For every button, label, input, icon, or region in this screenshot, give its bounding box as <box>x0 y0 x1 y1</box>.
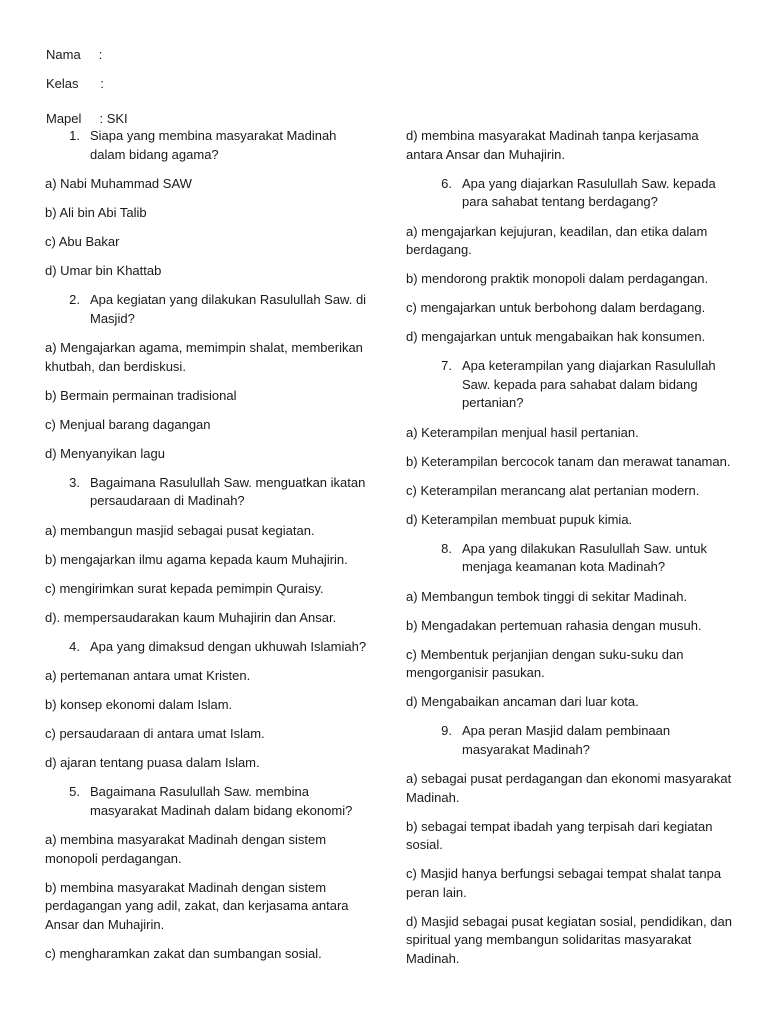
question-number: 3. <box>69 474 80 490</box>
option: c) Membentuk perjanjian dengan suku-suku dan mengorganisir pasukan. <box>406 646 684 680</box>
option: b) Ali bin Abi Talib <box>45 205 147 220</box>
option: a) sebagai pusat perdagangan dan ekonomi masyarakat Madinah. <box>406 771 732 805</box>
option: c) mengirimkan surat kepada pemimpin Quraisy. <box>45 580 324 596</box>
option: b) mendorong praktik monopoli dalam perdagangan. <box>406 271 709 286</box>
option: c) mengharamkan zakat dan sumbangan sosial. <box>45 945 322 961</box>
question-3 <box>45 474 370 511</box>
question-number: 5. <box>69 784 80 799</box>
question-text: Apa yang dimaksud dengan ukhuwah Islamiah? <box>90 638 367 654</box>
option: a) membangun masjid sebagai pusat kegiatan. <box>45 522 315 538</box>
option: c) Abu Bakar <box>45 234 120 249</box>
option: c) Masjid hanya berfungsi sebagai tempat shalat tanpa peran lain. <box>406 866 722 900</box>
option: c) persaudaraan di antara umat Islam. <box>45 726 265 741</box>
option: a) membina masyarakat Madinah dengan sistem monopoli perdagangan. <box>45 832 327 866</box>
question-6 <box>406 175 736 212</box>
question-number: 1. <box>69 128 80 143</box>
question-text: Siapa yang membina masyarakat Madinah dalam bidang agama? <box>90 128 337 162</box>
question-9 <box>406 722 736 759</box>
question-text: Apa yang dilakukan Rasulullah Saw. untuk menjaga keamanan kota Madinah? <box>462 540 707 574</box>
question-number: 6. <box>441 175 452 191</box>
option: b) Keterampilan bercocok tanam dan merawat tanaman. <box>406 453 731 469</box>
right-column <box>406 127 736 979</box>
option: b) Bermain permainan tradisional <box>45 387 237 403</box>
option: d). mempersaudarakan kaum Muhajirin dan Ansar. <box>45 609 337 625</box>
question-text: Apa keterampilan yang diajarkan Rasulullah Saw. kepada para sahabat dalam bidang pertanian? <box>462 358 716 410</box>
option: a) Nabi Muhammad SAW <box>45 176 192 191</box>
option: a) Keterampilan menjual hasil pertanian. <box>406 424 639 440</box>
left-column <box>45 127 370 974</box>
option: d) Umar bin Khattab <box>45 263 162 278</box>
option: b) sebagai tempat ibadah yang terpisah dari kegiatan sosial. <box>406 818 713 852</box>
question-text: Apa peran Masjid dalam pembinaan masyarakat Madinah? <box>462 723 671 757</box>
option: a) pertemanan antara umat Kristen. <box>45 668 251 683</box>
option: d) Masjid sebagai pusat kegiatan sosial, pendidikan, dan spiritual yang membangun solidaritas masyarakat Madinah. <box>406 913 732 966</box>
question-8 <box>406 540 736 577</box>
option: d) Mengabaikan ancaman dari luar kota. <box>406 694 639 709</box>
option: d) mengajarkan untuk mengabaikan hak konsumen. <box>406 329 706 344</box>
question-number: 4. <box>69 638 80 654</box>
option: b) mengajarkan ilmu agama kepada kaum Muhajirin. <box>45 551 348 567</box>
question-2 <box>45 291 370 328</box>
option: b) Mengadakan pertemuan rahasia dengan musuh. <box>406 617 702 633</box>
question-number: 8. <box>441 540 452 556</box>
option: a) mengajarkan kejujuran, keadilan, dan etika dalam berdagang. <box>406 223 708 257</box>
question-text: Bagaimana Rasulullah Saw. membina masyarakat Madinah dalam bidang ekonomi? <box>90 784 353 818</box>
question-text: Bagaimana Rasulullah Saw. menguatkan ikatan persaudaraan di Madinah? <box>90 474 366 508</box>
option: c) mengajarkan untuk berbohong dalam berdagang. <box>406 300 706 315</box>
option: d) membina masyarakat Madinah tanpa kerjasama antara Ansar dan Muhajirin. <box>406 128 699 162</box>
question-1 <box>45 127 370 164</box>
question-text: Apa yang diajarkan Rasulullah Saw. kepada para sahabat tentang berdagang? <box>462 175 716 209</box>
option: a) Mengajarkan agama, memimpin shalat, memberikan khutbah, dan berdiskusi. <box>45 340 363 374</box>
kelas-field: Kelas : <box>46 76 104 91</box>
question-text: Apa kegiatan yang dilakukan Rasulullah Saw. di Masjid? <box>90 292 367 326</box>
mapel-field: Mapel : SKI <box>46 111 128 126</box>
question-4 <box>45 638 370 657</box>
option: d) Keterampilan membuat pupuk kimia. <box>406 511 633 527</box>
option: d) ajaran tentang puasa dalam Islam. <box>45 755 260 770</box>
option: d) Menyanyikan lagu <box>45 445 165 461</box>
option: c) Keterampilan merancang alat pertanian modern. <box>406 482 700 498</box>
question-number: 7. <box>441 358 452 373</box>
option: b) membina masyarakat Madinah dengan sistem perdagangan yang adil, zakat, dan kerjasama antara Ansar dan Muhajirin. <box>45 879 349 932</box>
option: b) konsep ekonomi dalam Islam. <box>45 697 233 712</box>
question-number: 9. <box>441 723 452 738</box>
question-7 <box>406 357 736 413</box>
nama-field: Nama : <box>46 47 103 62</box>
question-number: 2. <box>69 292 80 307</box>
question-5 <box>45 783 370 820</box>
option: c) Menjual barang dagangan <box>45 416 211 432</box>
option: a) Membangun tembok tinggi di sekitar Madinah. <box>406 588 688 604</box>
